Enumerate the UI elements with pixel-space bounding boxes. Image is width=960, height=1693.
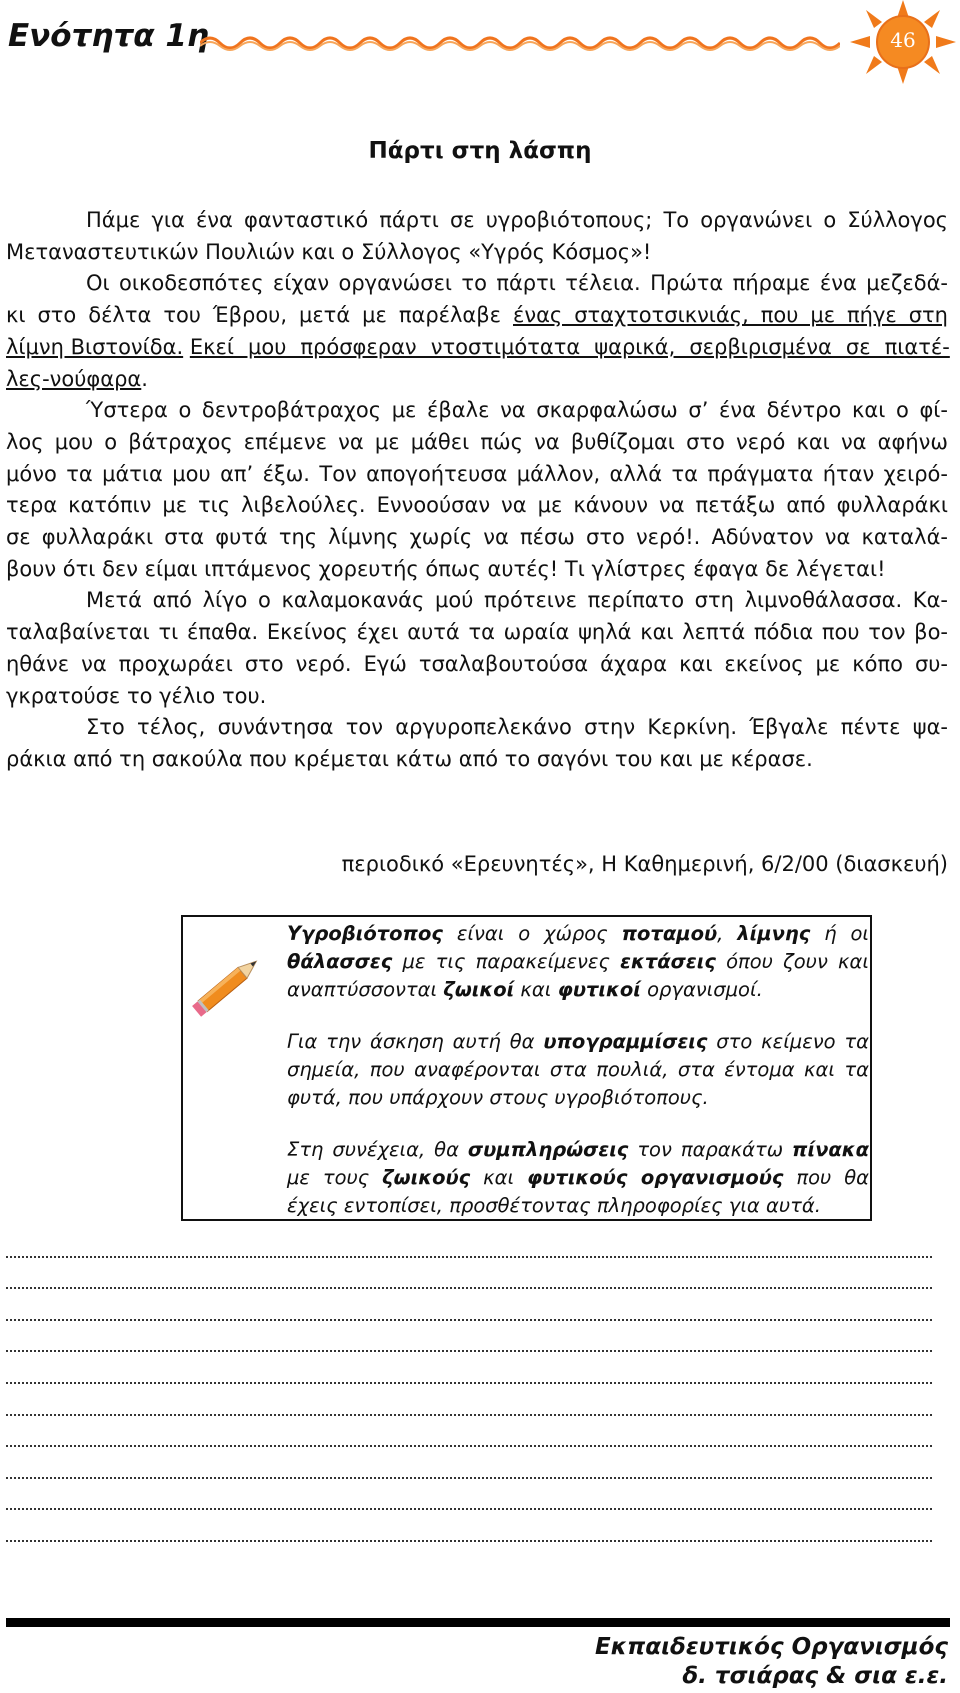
story-line: Στο τέλος, συνάντησα τον αργυροπελεκάνο στην Κερκίνη. Έβγαλε πέντε ψα- — [86, 715, 948, 740]
info-line — [287, 1028, 869, 1056]
story-title: Πάρτι στη λάσπη — [368, 138, 592, 164]
story-line: ηθάνε να προχωράει στο νερό. Εγώ τσαλαβουτούσα άχαρα και εκείνος με κόπο συ- — [6, 651, 948, 676]
info-text: και — [470, 1166, 527, 1189]
publisher-company: δ. τσιάρας & σια ε.ε. — [682, 1663, 948, 1689]
info-text: οργανισμοί. — [640, 978, 763, 1001]
info-text: στο κείμενο τα — [707, 1030, 870, 1053]
info-text: τον παρακάτω — [628, 1138, 793, 1161]
answer-line[interactable] — [6, 1236, 932, 1268]
pencil-icon — [183, 940, 273, 1030]
story-line: μόνο τα μάτια μου απ’ έξω. Τον απογοήτευσα μάλλον, αλλά τα πράγματα ήταν χειρό- — [6, 461, 948, 486]
story-body — [6, 205, 948, 776]
story-line: Πάμε για ένα φανταστικό πάρτι σε υγροβιότοπους; Το οργανώνει ο Σύλλογος — [86, 208, 948, 232]
underlined-phrase: Εκεί μου πρόσφεραν ντοστιμότατα ψαρικά, σερβιρισμένα σε πιατέ- — [189, 334, 950, 359]
story-line: Οι οικοδεσπότες είχαν οργανώσει το πάρτι τέλεια. Πρώτα πήραμε ένα μεζεδά- — [86, 271, 948, 296]
info-line: φυτά, που υπάρχουν στους υγροβιότοπους. — [287, 1086, 709, 1109]
underlined-phrase: λες-νούφαρα — [6, 366, 142, 391]
source-citation: περιοδικό «Ερευνητές», Η Καθημερινή, 6/2/00 (διασκευή) — [341, 852, 948, 876]
publisher-name: Εκπαιδευτικός Οργανισμός — [595, 1634, 948, 1660]
info-line — [287, 948, 869, 976]
answer-line[interactable] — [6, 1299, 932, 1331]
answer-line[interactable] — [6, 1520, 932, 1552]
info-text: που θα — [783, 1166, 870, 1189]
story-line — [6, 300, 948, 332]
answer-line[interactable] — [6, 1489, 932, 1521]
page-number: 46 — [890, 28, 916, 52]
underlined-phrase: λίμνη Βιστονίδα. — [6, 334, 184, 359]
story-line: ταλαβαίνεται τι έπαθα. Εκείνος έχει αυτά τα ωραία ψηλά και λεπτά πόδια που τον βο- — [6, 620, 948, 645]
story-line: Μεταναστευτικών Πουλιών και ο Σύλλογος «Υγρός Κόσμος»! — [6, 239, 652, 264]
story-line: σε φυλλαράκι στα φυτά της λίμνης χωρίς να πέσω στο νερό!. Αδύνατον να καταλά- — [6, 525, 948, 550]
story-line: λες-νούφαρα. — [6, 366, 148, 391]
info-line: σημεία, που αναφέρονται στα πουλιά, στα έντομα και τα — [287, 1058, 869, 1081]
keyword: ζωικούς — [382, 1166, 471, 1189]
info-line — [287, 1136, 869, 1164]
chapter-title: Ενότητα 1η — [8, 18, 209, 54]
keyword: θάλασσες — [287, 950, 393, 973]
keyword: ζωικοί — [443, 978, 515, 1001]
info-text: με τους — [287, 1166, 383, 1189]
answer-line[interactable] — [6, 1394, 932, 1426]
story-line-text: κι στο δέλτα του Έβρου, μετά με παρέλαβε — [6, 303, 513, 328]
story-line: Μετά από λίγο ο καλαμοκανάς μού πρότεινε περίπατο στη λιμνοθάλασσα. Κα- — [86, 588, 948, 613]
info-line — [287, 1164, 869, 1192]
answer-line[interactable] — [6, 1268, 932, 1300]
info-text: με τις παρακείμενες — [392, 950, 621, 973]
keyword: πίνακα — [792, 1138, 869, 1161]
info-text: ή οι — [810, 922, 869, 945]
header-wave-decoration — [200, 30, 840, 56]
story-line: ράκια από τη σακούλα που κρέμεται κάτω από το σαγόνι του και με κέρασε. — [6, 746, 813, 771]
keyword: Υγροβιότοπος — [287, 922, 443, 945]
info-line — [287, 920, 869, 948]
definition-paragraph — [287, 920, 869, 1004]
story-line: Ύστερα ο δεντροβάτραχος με έβαλε να σκαρφαλώσω σ’ ένα δέντρο και ο φί- — [86, 398, 948, 423]
answer-lines — [6, 1236, 932, 1552]
answer-line[interactable] — [6, 1426, 932, 1458]
underlined-phrase: ένας σταχτοτσικνιάς, που με πήγε στη — [513, 303, 948, 328]
keyword: ποταμού — [621, 922, 718, 945]
story-line: τερα κατόπιν με τις λιβελούλες. Εννοούσαν να με κάνουν να πετάξω από φυλλαράκι — [6, 493, 948, 518]
answer-line[interactable] — [6, 1331, 932, 1363]
info-text: είναι ο χώρος — [442, 922, 622, 945]
answer-line[interactable] — [6, 1362, 932, 1394]
info-text: αναπτύσσονται — [287, 978, 444, 1001]
keyword: συμπληρώσεις — [467, 1138, 629, 1161]
answer-line[interactable] — [6, 1457, 932, 1489]
keyword: υπογραμμίσεις — [543, 1030, 708, 1053]
story-line: γκρατούσε το γέλιο του. — [6, 683, 267, 708]
keyword: φυτικοί — [557, 978, 641, 1001]
story-line: βουν ότι δεν είμαι ιπτάμενος χορευτής όπως αυτές! Τι γλίστρες έφαγα δε λέγεται! — [6, 556, 886, 581]
keyword: εκτάσεις — [620, 950, 716, 973]
info-line — [287, 976, 869, 1004]
story-line: λος μου ο βάτραχος επέμενε να με μάθει πώς να βυθίζομαι στο νερό και να αφήνω — [6, 429, 948, 454]
info-text: όπου ζουν και — [715, 950, 869, 973]
info-text: , — [717, 922, 738, 945]
keyword: φυτικούς οργανισμούς — [526, 1166, 784, 1189]
info-text: και — [514, 978, 558, 1001]
task-paragraph — [287, 1028, 869, 1112]
instruction-text — [287, 920, 869, 1244]
info-line: έχεις εντοπίσει, προσθέτοντας πληροφορίες για αυτά. — [287, 1194, 821, 1217]
keyword: λίμνης — [737, 922, 811, 945]
task-paragraph — [287, 1136, 869, 1220]
footer-divider — [6, 1618, 950, 1627]
story-line — [6, 332, 948, 364]
info-text: Στη συνέχεια, θα — [287, 1138, 468, 1161]
info-text: Για την άσκηση αυτή θα — [287, 1030, 544, 1053]
